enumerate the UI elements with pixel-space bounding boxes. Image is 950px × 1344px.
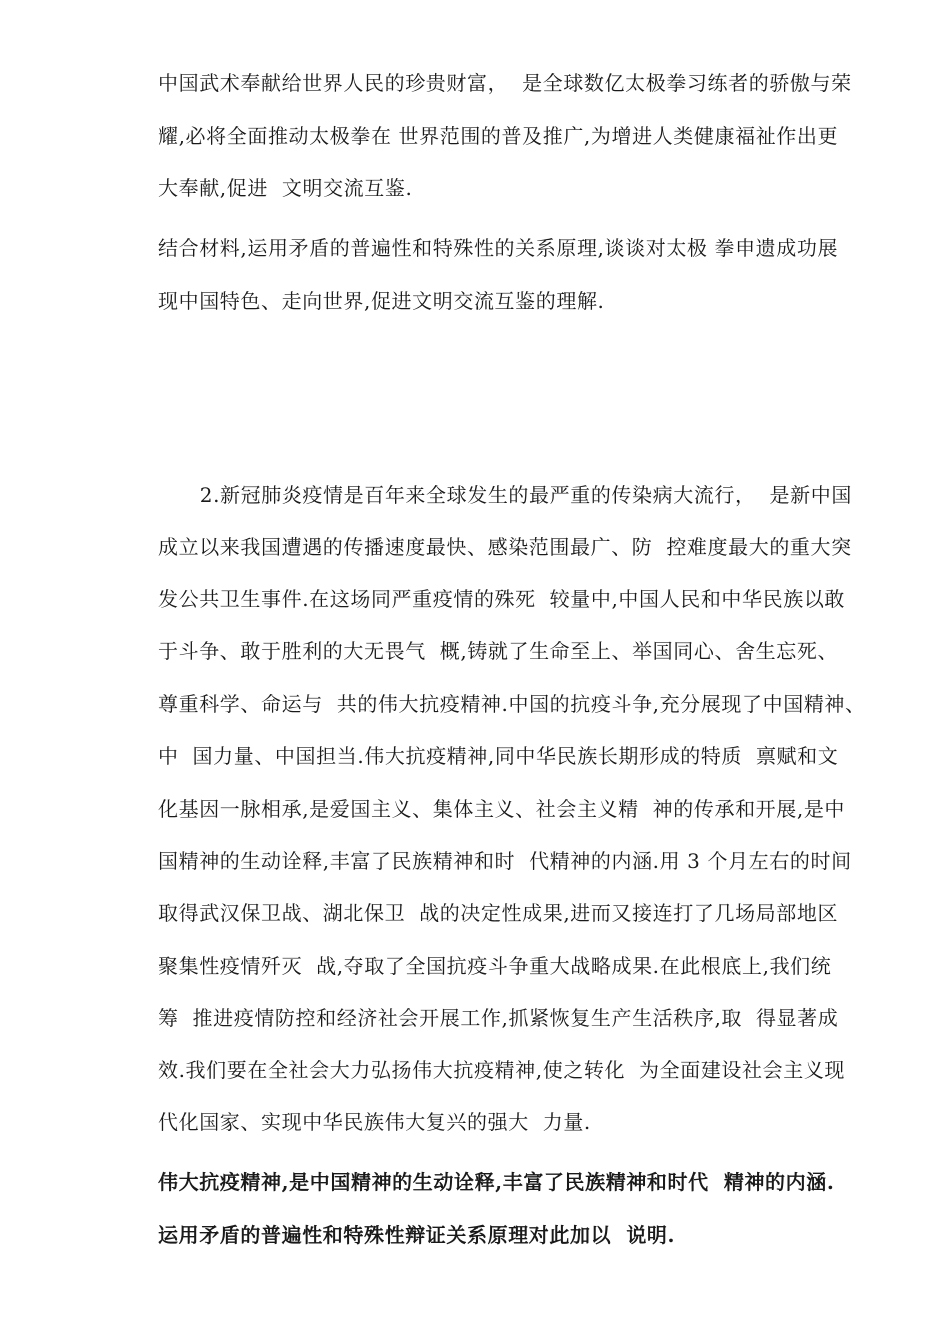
text-line: 化基因一脉相承,是爱国主义、集体主义、社会主义精 神的传承和开展,是中 [158,797,846,821]
text-line: 聚集性疫情歼灭 战,夺取了全国抗疫斗争重大战略成果.在此根底上,我们统 [158,954,832,978]
text-line: 于斗争、敢于胜利的大无畏气 概,铸就了生命至上、举国同心、舍生忘死、 [158,639,839,663]
text-line: 伟大抗疫精神,是中国精神的生动诠释,丰富了民族精神和时代 精神的内涵. [158,1170,835,1194]
text-line: 结合材料,运用矛盾的普遍性和特殊性的关系原理,谈谈对太极 拳申遗成功展 [158,236,839,260]
text-line: 发公共卫生事件.在这场同严重疫情的殊死 较量中,中国人民和中华民族以敢 [158,587,846,611]
text-line: 效.我们要在全社会大力弘扬伟大抗疫精神,使之转化 为全面建设社会主义现 [158,1058,846,1082]
text-line: 尊重科学、命运与 共的伟大抗疫精神.中国的抗疫斗争,充分展现了中国精神、 [158,692,866,716]
text-line: 成立以来我国遭遇的传播速度最快、感染范围最广、防 控难度最大的重大突 [158,535,852,559]
text-line: 筹 推进疫情防控和经济社会开展工作,抓紧恢复生产生活秩序,取 得显著成 [158,1006,839,1030]
text-line: 运用矛盾的普遍性和特殊性辩证关系原理对此加以 说明. [158,1223,676,1247]
text-line: 耀,必将全面推动太极拳在 世界范围的普及推广,为增进人类健康福祉作出更 [158,124,839,148]
text-line: 现中国特色、走向世界,促进文明交流互鉴的理解. [158,289,605,313]
text-line: 中 国力量、中国担当.伟大抗疫精神,同中华民族长期形成的特质 禀赋和文 [158,744,839,768]
text-line: 国精神的生动诠释,丰富了民族精神和时 代精神的内涵.用 3 个月左右的时间 [158,849,852,873]
text-line: 代化国家、实现中华民族伟大复兴的强大 力量. [158,1110,591,1134]
text-line: 中国武术奉献给世界人民的珍贵财富， 是全球数亿太极拳习练者的骄傲与荣 [158,71,852,95]
text-line: 大奉献,促进 文明交流互鉴. [158,176,413,200]
text-line: 取得武汉保卫战、湖北保卫 战的决定性成果,进而又接连打了几场局部地区 [158,901,839,925]
text-line: 2.新冠肺炎疫情是百年来全球发生的最严重的传染病大流行， 是新中国 [158,483,852,507]
